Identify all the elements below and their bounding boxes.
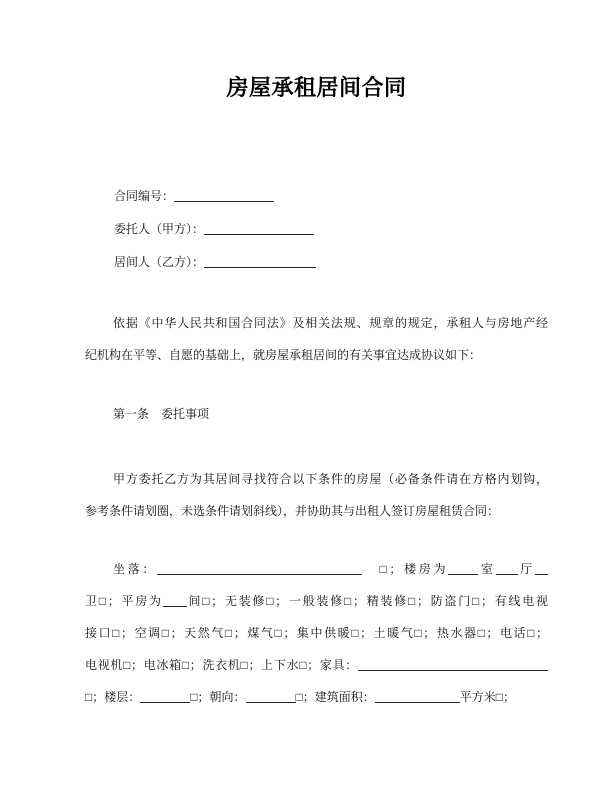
- blank-line: [375, 689, 460, 703]
- field-label: 委托人（甲方）：: [114, 222, 205, 236]
- document-title: 房屋承租居间合同: [226, 75, 407, 100]
- paragraph-entrust-intro: [85, 463, 548, 527]
- text-run: □；朝向：: [190, 690, 246, 704]
- text-run: 坐落：: [113, 562, 158, 576]
- text-run: 纪机构在平等、自愿的基础上，就房屋承租居间的有关事宜达成协议如下：: [85, 348, 482, 362]
- text-run: 厅: [517, 562, 535, 576]
- blank-line: [358, 657, 548, 671]
- text-run: 第一条 委托事项: [113, 407, 210, 421]
- field-blank-line: [174, 188, 274, 202]
- field-blank-line: [204, 254, 316, 268]
- text-run: □；楼层：: [85, 690, 141, 704]
- text-run: 参考条件请划圈，未选条件请划斜线），并协助其与出租人签订房屋租赁合同：: [85, 504, 500, 518]
- text-run: 甲方委托乙方为其居间寻找符合以下条件的房屋（必备条件请在方格内划钩，: [113, 472, 548, 486]
- body-line: [85, 649, 548, 681]
- blank-line: [140, 689, 190, 703]
- text-run: □；建筑面积：: [295, 690, 375, 704]
- contract-fields: [114, 180, 316, 279]
- body-line: [85, 463, 548, 495]
- field-label: 合同编号：: [114, 189, 175, 203]
- blank-line: [157, 561, 362, 575]
- text-run: 间□；无装修□；一般装修□；精装修□；防盗门□；有线电视: [186, 594, 548, 608]
- text-run: 接口□；空调□；天然气□；煤气□；集中供暖□；土暖气□；热水器□；电话□；: [85, 626, 548, 640]
- text-run: 卫□；平房为: [85, 594, 163, 608]
- body-line: [85, 495, 548, 527]
- body-line: [85, 307, 548, 339]
- blank-line: [246, 689, 296, 703]
- body-line: [85, 585, 548, 617]
- text-run: □；楼房为: [362, 562, 449, 576]
- text-run: 平方米□；: [459, 690, 515, 704]
- blank-line: [535, 561, 548, 575]
- body-line: [85, 553, 548, 585]
- text-run: 依据《中华人民共和国合同法》及相关法规、规章的规定，承租人与房地产经: [113, 316, 548, 330]
- field-row: [114, 180, 316, 213]
- blank-line: [163, 593, 187, 607]
- body-line: [85, 398, 548, 430]
- text-run: 室: [478, 562, 496, 576]
- blank-line: [448, 561, 478, 575]
- field-row: [114, 246, 316, 279]
- blank-line: [496, 561, 518, 575]
- body-line: [85, 617, 548, 649]
- field-blank-line: [204, 221, 314, 235]
- field-row: [114, 213, 316, 246]
- body-line: [85, 681, 548, 713]
- body-line: [85, 339, 548, 371]
- field-label: 居间人（乙方）：: [114, 255, 205, 269]
- paragraph-intro: [85, 307, 548, 371]
- paragraph-house-conditions: [85, 553, 548, 713]
- paragraph-article-1-heading: [85, 398, 548, 430]
- text-run: 电视机□；电冰箱□；洗衣机□；上下水□；家具：: [85, 658, 358, 672]
